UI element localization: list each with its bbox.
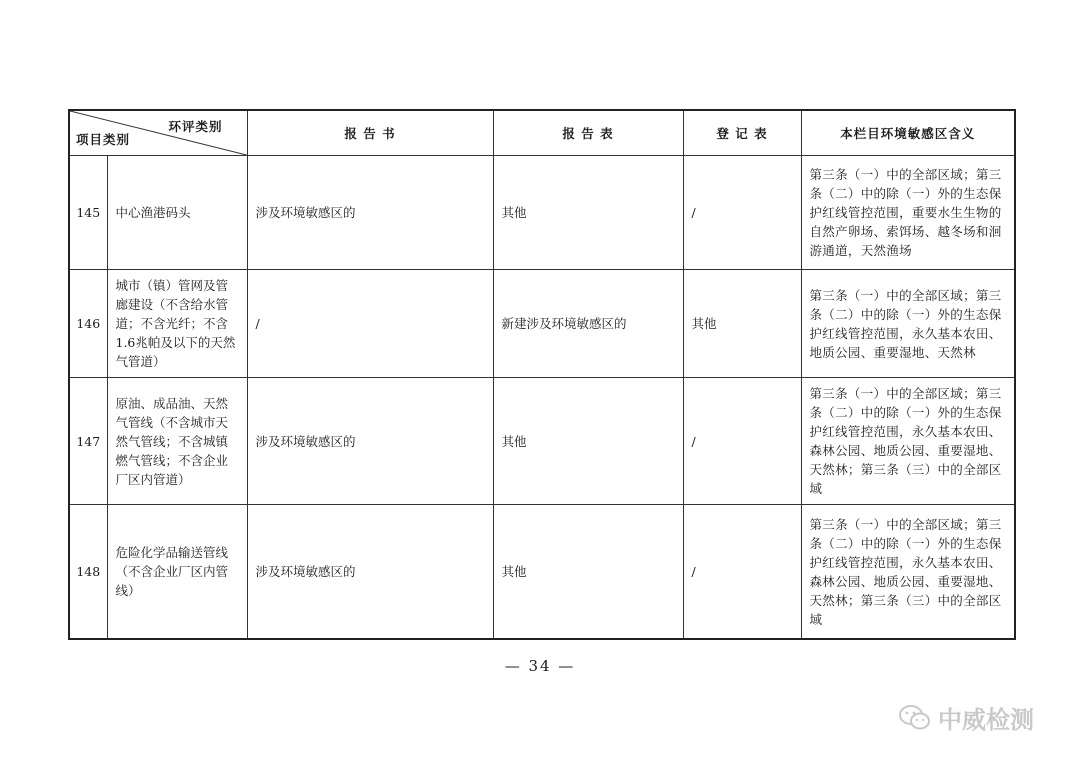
report-book-cell: 涉及环境敏感区的 [247,378,493,505]
register-cell: / [683,378,801,505]
col-report-book: 报 告 书 [247,110,493,156]
table-row [69,156,1015,270]
report-form-cell: 其他 [493,505,683,640]
table-row [69,505,1015,640]
watermark-text: 中威检测 [938,706,1034,734]
col-report-form: 报 告 表 [493,110,683,156]
report-book-cell: / [247,270,493,378]
sensitive-area-cell: 第三条（一）中的全部区域；第三条（二）中的除（一）外的生态保护红线管控范围，永久基本农田、森林公园、地质公园、重要湿地、天然林；第三条（三）中的全部区域 [801,378,1015,505]
table-row [69,270,1015,378]
diag-bottom-label: 项目类别 [76,132,131,147]
sensitive-area-cell: 第三条（一）中的全部区域；第三条（二）中的除（一）外的生态保护红线管控范围，重要水生生物的自然产卵场、索饵场、越冬场和洄游通道，天然渔场 [801,156,1015,270]
row-number: 145 [69,156,107,270]
header-row [69,110,1015,156]
col-sensitive: 本栏目环境敏感区含义 [801,110,1015,156]
sensitive-area-cell: 第三条（一）中的全部区域；第三条（二）中的除（一）外的生态保护红线管控范围，永久基本农田、森林公园、地质公园、重要湿地、天然林；第三条（三）中的全部区域 [801,505,1015,640]
register-cell: 其他 [683,270,801,378]
col-register: 登 记 表 [683,110,801,156]
report-form-cell: 其他 [493,378,683,505]
project-name: 中心渔港码头 [107,156,247,270]
sensitive-area-cell: 第三条（一）中的全部区域；第三条（二）中的除（一）外的生态保护红线管控范围，永久基本农田、地质公园、重要湿地、天然林 [801,270,1015,378]
wechat-icon [898,704,932,732]
report-book-cell: 涉及环境敏感区的 [247,156,493,270]
table-row [69,378,1015,505]
report-form-cell: 新建涉及环境敏感区的 [493,270,683,378]
diag-top-label: 环评类别 [168,119,223,134]
report-form-cell: 其他 [493,156,683,270]
project-name: 危险化学品输送管线（不含企业厂区内管线） [107,505,247,640]
page-number: — 34 — [504,657,576,675]
project-name: 城市（镇）管网及管廊建设（不含给水管道；不含光纤；不含1.6兆帕及以下的天然气管道） [107,270,247,378]
register-cell: / [683,156,801,270]
project-name: 原油、成品油、天然气管线（不含城市天然气管线；不含城镇燃气管线；不含企业厂区内管道） [107,378,247,505]
register-cell: / [683,505,801,640]
diagonal-header-cell [69,110,247,156]
row-number: 148 [69,505,107,640]
report-book-cell: 涉及环境敏感区的 [247,505,493,640]
row-number: 146 [69,270,107,378]
classification-table [68,109,1016,640]
row-number: 147 [69,378,107,505]
watermark [898,700,1034,735]
